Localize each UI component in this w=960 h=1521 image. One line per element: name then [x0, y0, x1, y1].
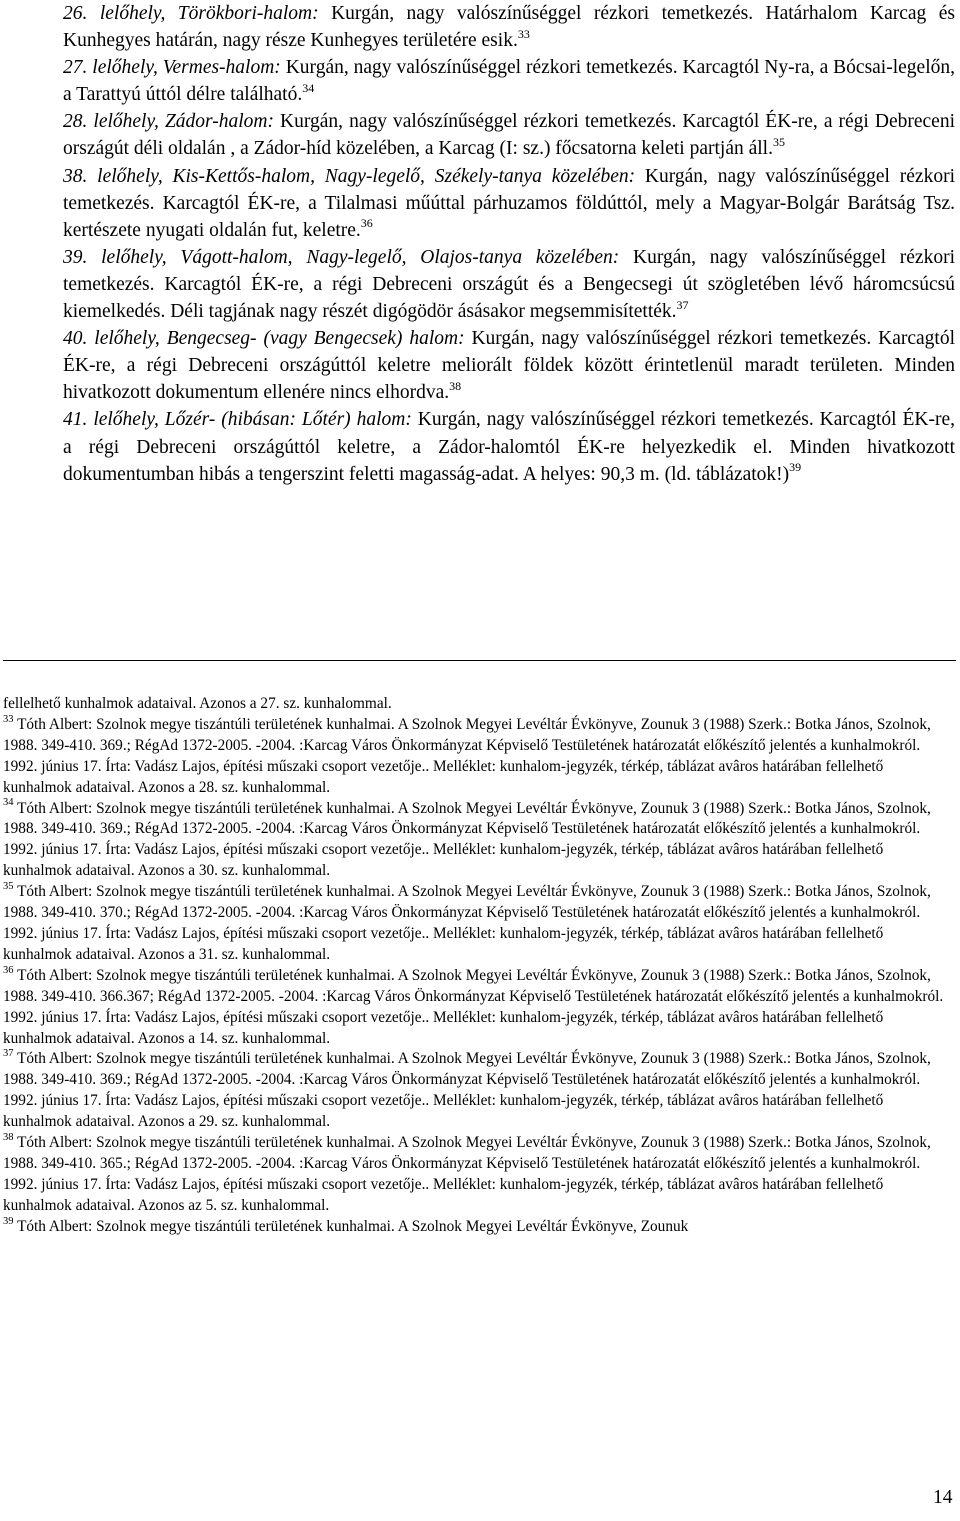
entry-heading: 40. lelőhely, Bengecseg- (vagy Bengecsek) halom: [63, 328, 465, 350]
footnote-text: fellelhető kunhalmok adataival. Azonos a 27. sz. kunhalommal. [3, 695, 392, 712]
footnote-number: 37 [3, 1048, 14, 1060]
footnote-ref[interactable]: 34 [302, 80, 315, 95]
footnote-38 [3, 1133, 954, 1217]
footnote-text: Tóth Albert: Szolnok megye tiszántúli területének kunhalmai. A Szolnok Megyei Levéltár Évkönyve, Zounuk 3 (1988) Szerk.: Botka János, Szolnok, 1988. 349-410. 365.; RégAd 1372-2005. -2004. :Karcag Város Önkormányzat Képviselő Testületének határozatát előkészítő jelentés a kunhalmokról. 1992. június 17. Írta: Vadász Lajos, építési műszaki csoport vezetője.. Melléklet: kunhalom-jegyzék, térkép, táblázat avâros határában fellelhető kunhalmok adataival. Azonos az 5. sz. kunhalommal. [3, 1134, 931, 1214]
footnote-39 [3, 1217, 954, 1238]
footnote-ref[interactable]: 33 [517, 26, 530, 41]
footnote-34 [3, 799, 954, 883]
entry-heading: 39. lelőhely, Vágott-halom, Nagy-legelő, Olajos-tanya közelében: [63, 246, 620, 268]
entry-heading: 27. lelőhely, Vermes-halom: [63, 57, 281, 79]
footnote-text: Tóth Albert: Szolnok megye tiszántúli területének kunhalmai. A Szolnok Megyei Levéltár Évkönyve, Zounuk 3 (1988) Szerk.: Botka János, Szolnok, 1988. 349-410. 366.367; RégAd 1372-2005. -2004. :Karcag Város Önkormányzat Képviselő Testületének határozatát előkészítő jelentés a kunhalmokról. 1992. június 17. Írta: Vadász Lajos, építési műszaki csoport vezetője.. Melléklet: kunhalom-jegyzék, térkép, táblázat avâros határában fellelhető kunhalmok adataival. Azonos a 14. sz. kunhalommal. [3, 966, 944, 1047]
footnotes [3, 694, 954, 1238]
site-entry-38 [63, 163, 955, 244]
site-entry-40 [63, 325, 955, 406]
footnote-number: 34 [3, 797, 14, 809]
site-entry-39 [63, 244, 955, 325]
entry-text: Kurgán, nagy valószínűséggel rézkori temetkezés. Karcagtól ÉK-re, a régi Debreceni országút déli oldalán , a Zádor-híd közelében, a Karcag (I: sz.) főcsatorna keleti partján áll. [63, 111, 955, 160]
page-number: 14 [933, 1487, 953, 1508]
entry-heading: 26. lelőhely, Törökbori-halom: [63, 3, 319, 24]
footnote-text: Tóth Albert: Szolnok megye tiszántúli területének kunhalmai. A Szolnok Megyei Levéltár Évkönyve, Zounuk 3 (1988) Szerk.: Botka János, Szolnok, 1988. 349-410. 369.; RégAd 1372-2005. -2004. :Karcag Város Önkormányzat Képviselő Testületének határozatát előkészítő jelentés a kunhalmokról. 1992. június 17. Írta: Vadász Lajos, építési műszaki csoport vezetője.. Melléklet: kunhalom-jegyzék, térkép, táblázat avâros határában fellelhető kunhalmok adataival. Azonos a 30. sz. kunhalommal. [3, 799, 931, 880]
entry-text: Kurgán, nagy valószínűséggel rézkori temetkezés. Karcagtól ÉK-re, a régi Debreceni országúttól keletre meliorált földek között érintetlenül maradt területen. Minden hivatkozott dokumentum ellenére nincs elhordva. [63, 328, 955, 404]
footnote-ref[interactable]: 35 [772, 134, 785, 149]
entry-heading: 41. lelőhely, Lőzér- (hibásan: Lőtér) halom: [63, 409, 412, 431]
footnote-text: Tóth Albert: Szolnok megye tiszántúli területének kunhalmai. A Szolnok Megyei Levéltár Évkönyve, Zounuk [17, 1217, 689, 1235]
footnote-number: 38 [3, 1131, 14, 1143]
site-entry-27 [63, 54, 955, 108]
entry-text: Kurgán, nagy valószínűséggel rézkori temetkezés. Karcagtól ÉK-re, a Tilalmasi műúttal párhuzamos földúttól, mely a Magyar-Bolgár Barátság Tsz. kertészete nyugati oldalán fut, keletre. [63, 165, 955, 241]
footnote-number: 36 [3, 964, 14, 976]
footnote-separator [3, 660, 956, 661]
footnote-text: Tóth Albert: Szolnok megye tiszántúli területének kunhalmai. A Szolnok Megyei Levéltár Évkönyve, Zounuk 3 (1988) Szerk.: Botka János, Szolnok, 1988. 349-410. 370.; RégAd 1372-2005. -2004. :Karcag Város Önkormányzat Képviselő Testületének határozatát előkészítő jelentés a kunhalmokról. 1992. június 17. Írta: Vadász Lajos, építési műszaki csoport vezetője.. Melléklet: kunhalom-jegyzék, térkép, táblázat avâros határában fellelhető kunhalmok adataival. Azonos a 31. sz. kunhalommal. [3, 883, 931, 963]
footnote-ref[interactable]: 38 [449, 378, 462, 393]
footnote-36 [3, 966, 954, 1050]
footnote-ref[interactable]: 37 [676, 297, 689, 312]
footnote-ref[interactable]: 39 [789, 460, 802, 475]
entry-text: Kurgán, nagy valószínűséggel rézkori temetkezés. Karcagtól ÉK-re, a régi Debreceni országúttól keletre, a Zádor-halomtól ÉK-re helyezkedik el. Minden hivatkozott dokumentumban hibás a tengerszint feletti magasság-adat. A helyes: 90,3 m. (ld. táblázatok!) [63, 409, 955, 485]
footnote-37 [3, 1049, 954, 1133]
footnote-number: 39 [3, 1215, 14, 1227]
site-entry-26 [63, 0, 955, 54]
footnote-number: 33 [3, 713, 14, 725]
entry-text: Kurgán, nagy valószínűséggel rézkori temetkezés. Karcagtól ÉK-re, a régi Debreceni országút és a Bengecsegi út szögletében lévő háromcsúcsú kiemelkedés. Déli tagjának nagy részét digógödör ásásakor megsemmisítették. [63, 246, 955, 323]
footnote-continuation [3, 694, 954, 715]
site-entry-41 [63, 406, 955, 487]
footnote-35 [3, 882, 954, 966]
entry-text: Kurgán, nagy valószínűséggel rézkori temetkezés. Karcagtól Ny-ra, a Bócsai-legelőn, a Tarattyú úttól délre található. [63, 57, 955, 106]
site-entry-28 [63, 108, 955, 162]
footnote-text: Tóth Albert: Szolnok megye tiszántúli területének kunhalmai. A Szolnok Megyei Levéltár Évkönyve, Zounuk 3 (1988) Szerk.: Botka János, Szolnok, 1988. 349-410. 369.; RégAd 1372-2005. -2004. :Karcag Város Önkormányzat Képviselő Testületének határozatát előkészítő jelentés a kunhalmokról. 1992. június 17. Írta: Vadász Lajos, építési műszaki csoport vezetője.. Melléklet: kunhalom-jegyzék, térkép, táblázat avâros határában fellelhető kunhalmok adataival. Azonos a 28. sz. kunhalommal. [3, 715, 931, 796]
footnote-33 [3, 715, 954, 799]
entry-heading: 38. lelőhely, Kis-Kettős-halom, Nagy-legelő, Székely-tanya közelében: [63, 165, 636, 187]
footnote-ref[interactable]: 36 [360, 216, 373, 231]
footnote-text: Tóth Albert: Szolnok megye tiszántúli területének kunhalmai. A Szolnok Megyei Levéltár Évkönyve, Zounuk 3 (1988) Szerk.: Botka János, Szolnok, 1988. 349-410. 369.; RégAd 1372-2005. -2004. :Karcag Város Önkormányzat Képviselő Testületének határozatát előkészítő jelentés a kunhalmokról. 1992. június 17. Írta: Vadász Lajos, építési műszaki csoport vezetője.. Melléklet: kunhalom-jegyzék, térkép, táblázat avâros határában fellelhető kunhalmok adataival. Azonos a 29. sz. kunhalommal. [3, 1050, 931, 1131]
entry-heading: 28. lelőhely, Zádor-halom: [63, 111, 274, 133]
main-text [63, 0, 955, 488]
entry-text: Kurgán, nagy valószínűséggel rézkori temetkezés. Határhalom Karcag és Kunhegyes határán, nagy része Kunhegyes területére esik. [63, 3, 955, 52]
footnote-number: 35 [3, 881, 14, 893]
